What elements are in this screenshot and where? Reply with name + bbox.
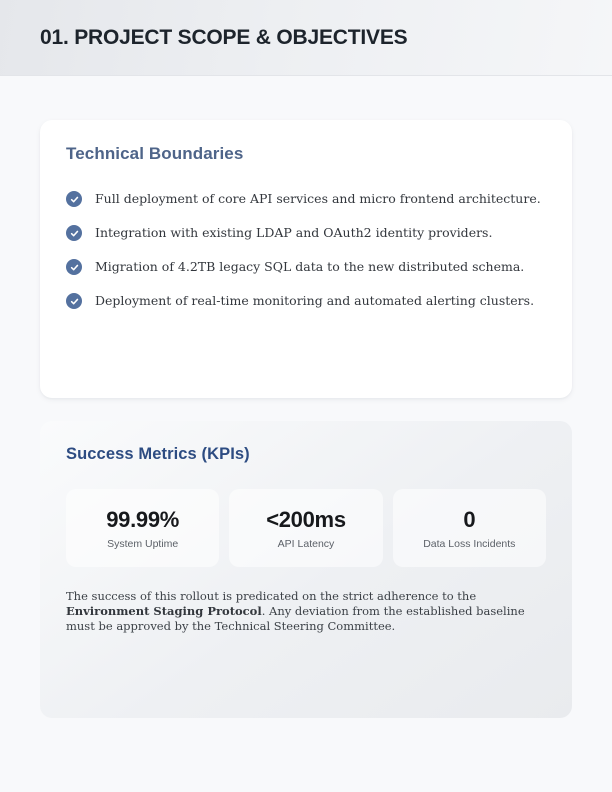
kpi-value: <200ms	[266, 506, 346, 532]
boundaries-list	[66, 191, 546, 309]
list-item	[66, 225, 546, 241]
note-text-before: The success of this rollout is predicated on the strict adherence to the	[66, 589, 477, 603]
kpi-value: 0	[463, 506, 476, 532]
note-text-after: . Any deviation from the established baseline must be approved by the Technical Steering Committee.	[66, 603, 525, 633]
list-item	[66, 259, 546, 275]
kpi-value: 99.99%	[106, 506, 180, 532]
list-item-text: Migration of 4.2TB legacy SQL data to the new distributed schema.	[95, 259, 525, 274]
kpi-label: Data Loss Incidents	[423, 537, 516, 550]
check-icon	[66, 259, 82, 275]
list-item	[66, 293, 546, 309]
kpi-tile-api-latency	[229, 489, 382, 567]
list-item	[66, 191, 546, 207]
page-header	[0, 0, 612, 76]
technical-boundaries-title: Technical Boundaries	[66, 144, 244, 163]
check-icon	[66, 191, 82, 207]
kpi-tile-system-uptime	[66, 489, 219, 567]
kpi-tile-data-loss	[393, 489, 546, 567]
page-content	[0, 120, 612, 718]
kpi-row	[66, 489, 546, 567]
list-item-text: Integration with existing LDAP and OAuth2 identity providers.	[95, 225, 493, 240]
check-icon	[66, 293, 82, 309]
success-metrics-title: Success Metrics (KPIs)	[66, 445, 250, 463]
kpi-label: API Latency	[277, 537, 335, 550]
technical-boundaries-card	[40, 120, 572, 398]
list-item-text: Deployment of real-time monitoring and automated alerting clusters.	[95, 293, 535, 308]
check-icon	[66, 225, 82, 241]
note-text-bold: Environment Staging Protocol	[66, 603, 262, 618]
kpi-label: System Uptime	[107, 537, 179, 550]
metrics-note	[66, 589, 546, 633]
page-title: 01. PROJECT SCOPE & OBJECTIVES	[40, 25, 408, 49]
success-metrics-card	[40, 421, 572, 718]
list-item-text: Full deployment of core API services and micro frontend architecture.	[95, 191, 541, 206]
